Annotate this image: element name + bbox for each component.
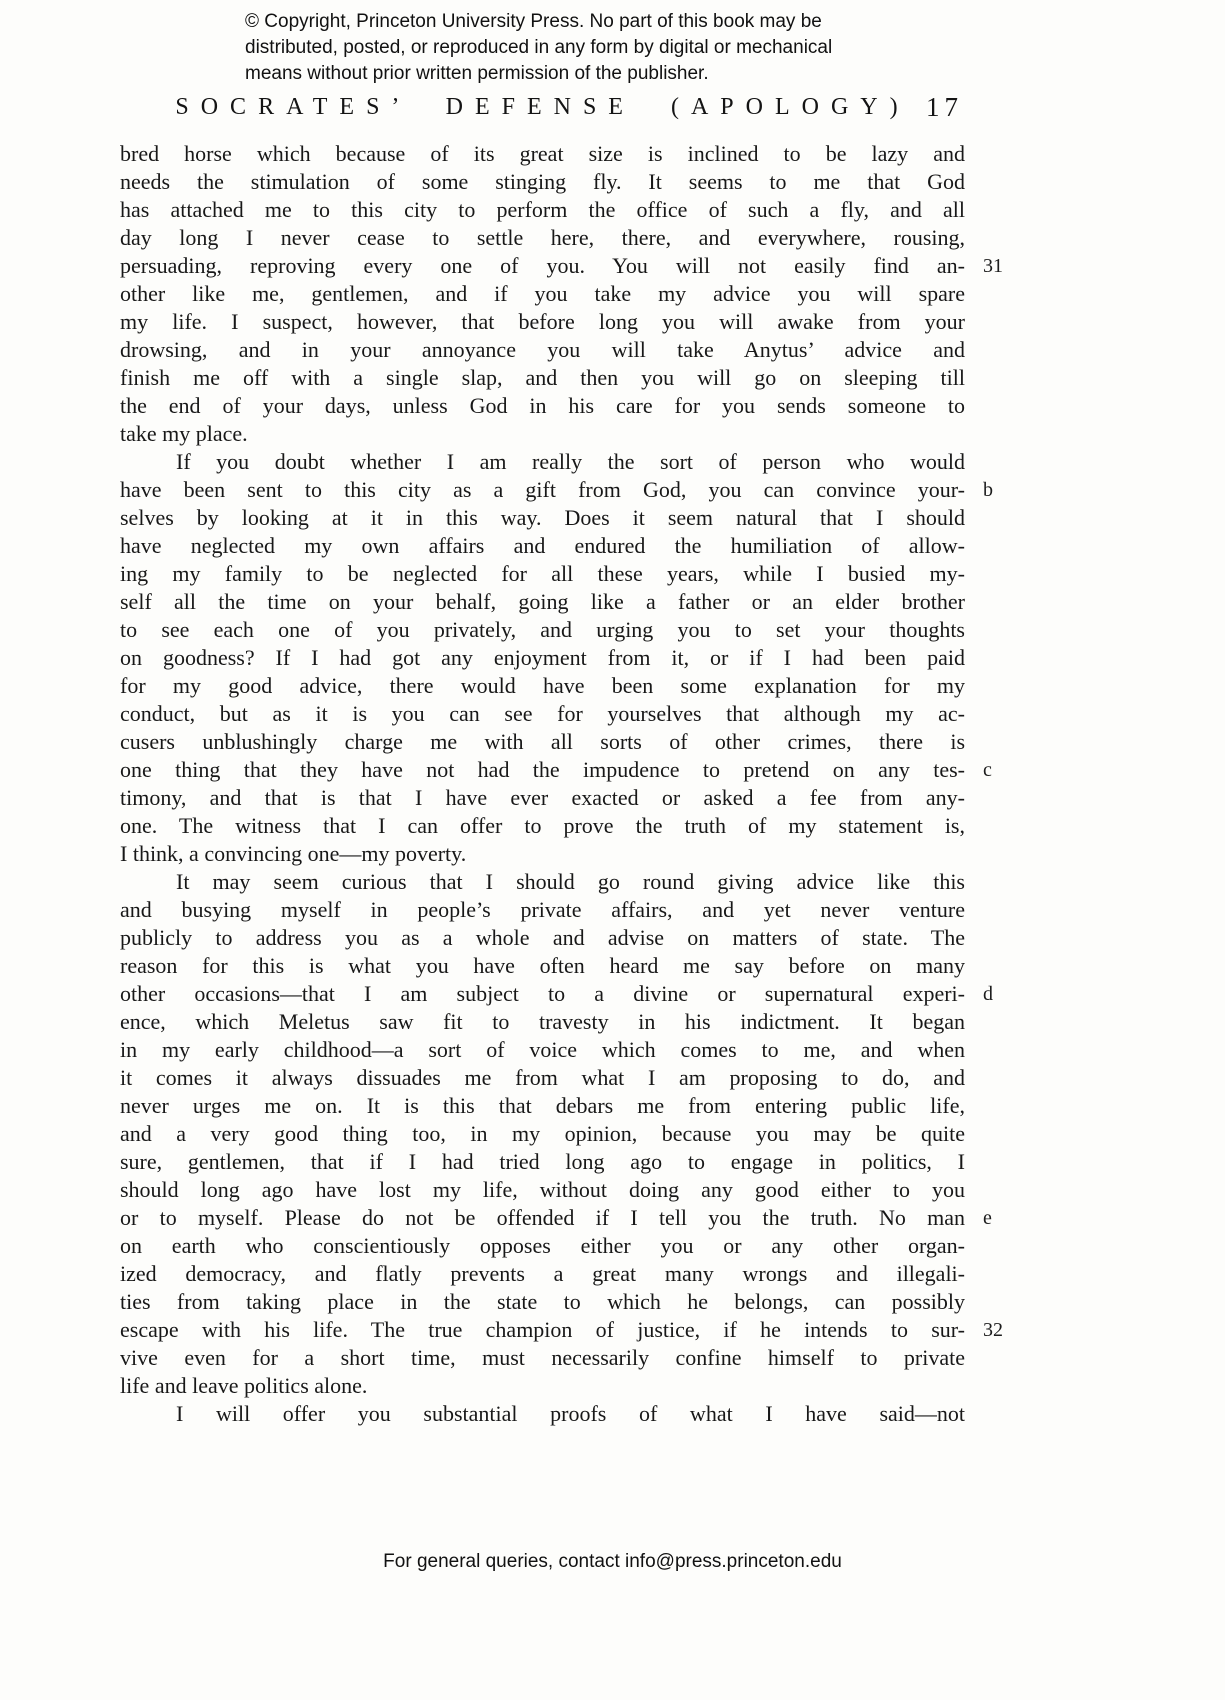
text-line-content: and a very good thing too, in my opinion, because you may be quite (120, 1121, 965, 1146)
text-line-content: should long ago have lost my life, without doing any good either to you (120, 1177, 965, 1202)
text-line (120, 280, 965, 308)
text-line (120, 1232, 965, 1260)
text-line (120, 1372, 965, 1400)
text-line-content: one. The witness that I can offer to prove the truth of my statement is, (120, 813, 965, 838)
text-line-content: it comes it always dissuades me from what I am proposing to do, and (120, 1065, 965, 1090)
text-line (120, 980, 993, 1008)
margin-note: e (983, 1207, 992, 1229)
text-line-content: self all the time on your behalf, going like a father or an elder brother (120, 589, 965, 614)
text-line-content: ence, which Meletus saw fit to travesty in his indictment. It began (120, 1009, 965, 1034)
text-line-content: other like me, gentlemen, and if you take my advice you will spare (120, 281, 965, 306)
text-line (120, 560, 965, 588)
text-line-content: life and leave politics alone. (120, 1373, 368, 1398)
text-line-content: vive even for a short time, must necessarily confine himself to private (120, 1345, 965, 1370)
text-line-content: needs the stimulation of some stinging fly. It seems to me that God (120, 169, 965, 194)
text-line-content: escape with his life. The true champion of justice, if he intends to sur- (120, 1317, 965, 1342)
paragraph (120, 140, 1003, 448)
paragraph (120, 1400, 965, 1428)
text-line-content: cusers unblushingly charge me with all sorts of other crimes, there is (120, 729, 965, 754)
text-line (120, 812, 965, 840)
text-line-content: in my early childhood—a sort of voice which comes to me, and when (120, 1037, 965, 1062)
text-line (120, 196, 965, 224)
text-line (120, 700, 965, 728)
text-line (120, 224, 965, 252)
text-line (120, 420, 965, 448)
text-line-content: It may seem curious that I should go round giving advice like this (176, 869, 965, 894)
text-line (120, 448, 965, 476)
text-line (120, 1260, 965, 1288)
text-line (120, 1092, 965, 1120)
margin-note: 32 (983, 1319, 1003, 1341)
text-line-content: to see each one of you privately, and urging you to set your thoughts (120, 617, 965, 642)
text-line-content: on earth who conscientiously opposes either you or any other organ- (120, 1233, 965, 1258)
text-line (120, 140, 965, 168)
copyright-notice (245, 9, 832, 87)
text-line (120, 644, 965, 672)
copyright-line: means without prior written permission of the publisher. (245, 63, 709, 84)
text-line (120, 784, 965, 812)
text-line (120, 672, 965, 700)
text-line-content: has attached me to this city to perform the office of such a fly, and all (120, 197, 965, 222)
margin-note: d (983, 983, 993, 1005)
margin-note: 31 (983, 255, 1003, 277)
running-header-title: SOCRATES’ DEFENSE (APOLOGY) (175, 94, 910, 120)
text-line (120, 1288, 965, 1316)
text-line (120, 364, 965, 392)
text-line-content: and busying myself in people’s private affairs, and yet never venture (120, 897, 965, 922)
text-line (120, 1316, 1003, 1344)
text-line (120, 1400, 965, 1428)
text-line-content: my life. I suspect, however, that before long you will awake from your (120, 309, 965, 334)
text-line-content: sure, gentlemen, that if I had tried long ago to engage in politics, I (120, 1149, 965, 1174)
text-line (120, 756, 992, 784)
text-line-content: other occasions—that I am subject to a divine or supernatural experi- (120, 981, 965, 1006)
page-number: 17 (926, 92, 963, 122)
text-line-content: for my good advice, there would have been some explanation for my (120, 673, 965, 698)
paragraph (120, 868, 1003, 1400)
text-line (120, 504, 965, 532)
text-line-content: timony, and that is that I have ever exacted or asked a fee from any- (120, 785, 965, 810)
text-line (120, 1176, 965, 1204)
text-line-content: take my place. (120, 421, 248, 446)
body-text (120, 140, 1003, 1428)
text-line (120, 532, 965, 560)
running-header (120, 94, 965, 121)
text-line-content: one thing that they have not had the impudence to pretend on any tes- (120, 757, 965, 782)
text-line (120, 1036, 965, 1064)
text-line-content: persuading, reproving every one of you. You will not easily find an- (120, 253, 965, 278)
margin-note: c (983, 759, 992, 781)
text-line (120, 392, 965, 420)
text-line-content: or to myself. Please do not be offended if I tell you the truth. No man (120, 1205, 965, 1230)
text-line-content: have been sent to this city as a gift from God, you can convince your- (120, 477, 965, 502)
text-line (120, 1064, 965, 1092)
text-line (120, 616, 965, 644)
text-line-content: ties from taking place in the state to which he belongs, can possibly (120, 1289, 965, 1314)
text-line-content: publicly to address you as a whole and advise on matters of state. The (120, 925, 965, 950)
text-line (120, 1120, 965, 1148)
text-line (120, 868, 965, 896)
paragraph (120, 448, 993, 868)
text-line (120, 1344, 965, 1372)
text-line-content: have neglected my own affairs and endured the humiliation of allow- (120, 533, 965, 558)
text-line (120, 1204, 992, 1232)
margin-note: b (983, 479, 993, 501)
text-line-content: ized democracy, and flatly prevents a great many wrongs and illegali- (120, 1261, 965, 1286)
text-line (120, 952, 965, 980)
text-line (120, 1008, 965, 1036)
text-line-content: If you doubt whether I am really the sort of person who would (176, 449, 965, 474)
text-line (120, 896, 965, 924)
text-line (120, 308, 965, 336)
text-line-content: reason for this is what you have often heard me say before on many (120, 953, 965, 978)
text-line-content: on goodness? If I had got any enjoyment from it, or if I had been paid (120, 645, 965, 670)
text-line-content: bred horse which because of its great size is inclined to be lazy and (120, 141, 965, 166)
copyright-line: distributed, posted, or reproduced in any form by digital or mechanical (245, 37, 833, 58)
footer-contact: For general queries, contact info@press.princeton.edu (383, 1551, 842, 1572)
text-line (120, 336, 965, 364)
text-line-content: the end of your days, unless God in his care for you sends someone to (120, 393, 965, 418)
text-line (120, 588, 965, 616)
text-line-content: selves by looking at it in this way. Does it seem natural that I should (120, 505, 965, 530)
text-line-content: I will offer you substantial proofs of what I have said—not (176, 1401, 965, 1426)
text-line (120, 924, 965, 952)
text-line-content: never urges me on. It is this that debars me from entering public life, (120, 1093, 965, 1118)
text-line-content: I think, a convincing one—my poverty. (120, 841, 467, 866)
text-line (120, 1148, 965, 1176)
text-line (120, 168, 965, 196)
text-line (120, 476, 993, 504)
text-line (120, 728, 965, 756)
text-line-content: conduct, but as it is you can see for yourselves that although my ac- (120, 701, 965, 726)
copyright-line: © Copyright, Princeton University Press. No part of this book may be (245, 11, 822, 32)
text-line (120, 840, 965, 868)
text-line-content: drowsing, and in your annoyance you will take Anytus’ advice and (120, 337, 965, 362)
text-line-content: ing my family to be neglected for all these years, while I busied my- (120, 561, 965, 586)
text-line-content: finish me off with a single slap, and then you will go on sleeping till (120, 365, 965, 390)
text-line (120, 252, 1003, 280)
text-line-content: day long I never cease to settle here, there, and everywhere, rousing, (120, 225, 965, 250)
